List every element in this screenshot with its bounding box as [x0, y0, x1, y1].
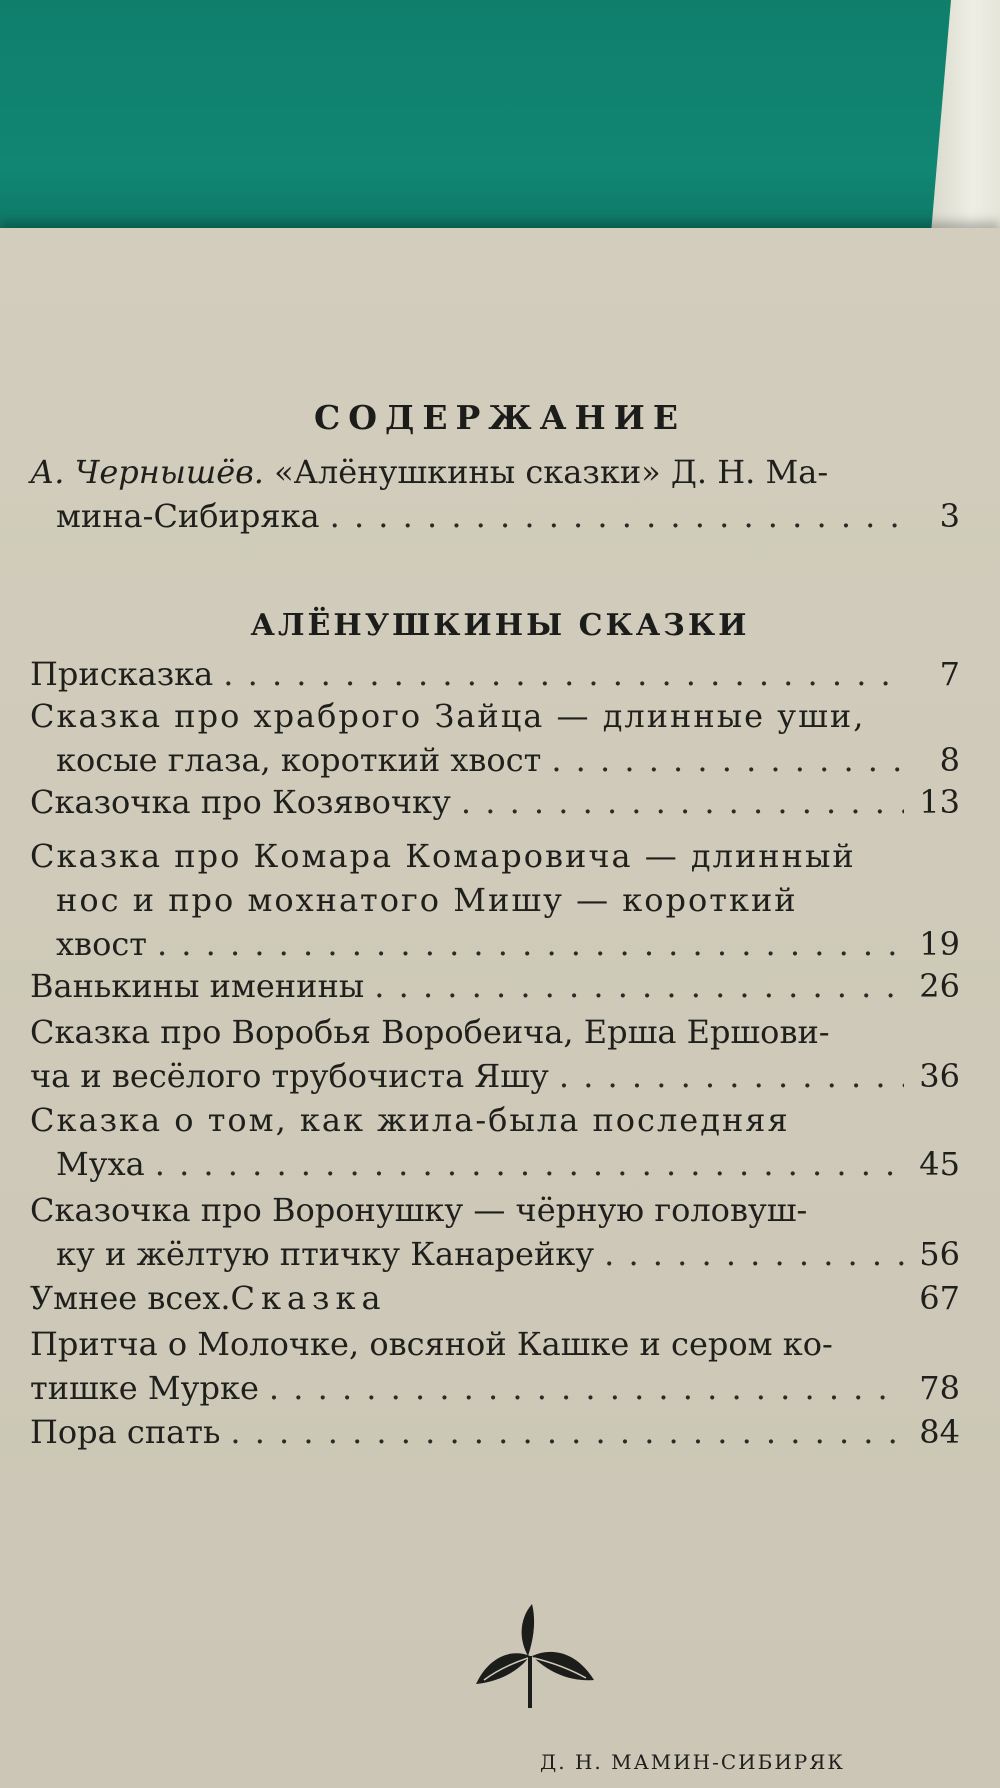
- leader-dots: [551, 738, 904, 782]
- intro-line2: мина-Сибиряка: [56, 497, 320, 535]
- section-title: АЛЁНУШКИНЫ СКАЗКИ: [250, 608, 750, 643]
- intro-line1: «Алёнушкины сказки» Д. Н. Ма-: [274, 453, 829, 491]
- page-number: 7: [939, 655, 960, 693]
- entry-title: Сказка о том, как жила-была последняя: [30, 1101, 790, 1139]
- leader-dots: [604, 1232, 904, 1276]
- leader-dots: [330, 494, 904, 538]
- entry-subtitle: Сказка: [230, 1279, 387, 1317]
- intro-author: А. Чернышёв.: [30, 453, 264, 491]
- page-number: 8: [939, 741, 960, 779]
- leader-dots: [461, 780, 904, 824]
- page-number: 3: [939, 497, 960, 535]
- leaf-emblem-icon: [470, 1598, 600, 1718]
- toc-entry: [30, 1410, 960, 1454]
- entry-title: Сказочка про Козявочку: [30, 783, 451, 821]
- toc-entry: [30, 1322, 960, 1410]
- page-number: 45: [919, 1145, 960, 1183]
- book-cover: [0, 0, 1000, 245]
- entry-title: Сказка про храброго Зайца — длинные уши,: [30, 697, 866, 735]
- entry-title-cont: Муха: [56, 1145, 145, 1183]
- entry-title-cont: косые глаза, короткий хвост: [56, 741, 542, 779]
- page-title: СОДЕРЖАНИЕ: [313, 398, 686, 437]
- toc-entry: [30, 834, 960, 966]
- book-author-footer: Д. Н. МАМИН-СИБИРЯК: [540, 1750, 845, 1774]
- entry-title: Сказка про Воробья Воробеича, Ерша Ершови-: [30, 1013, 830, 1051]
- toc-entry: [30, 1010, 960, 1098]
- page-number: 26: [919, 967, 960, 1005]
- leader-dots: [155, 1142, 904, 1186]
- contents-page: [0, 228, 1000, 1788]
- leader-dots: [157, 922, 904, 966]
- entry-title: Пора спать: [30, 1413, 221, 1451]
- entry-title-cont: нос и про мохнатого Мишу — короткий: [56, 881, 798, 919]
- toc-entry: [30, 964, 960, 1008]
- page-number: 67: [919, 1279, 960, 1317]
- toc-entry: [30, 1276, 960, 1320]
- leader-dots: [223, 652, 904, 696]
- entry-title-cont: хвост: [56, 925, 147, 963]
- entry-title-cont: тишке Мурке: [30, 1369, 259, 1407]
- toc-entry: [30, 652, 960, 696]
- page-number: 36: [919, 1057, 960, 1095]
- entry-title: Сказочка про Воронушку — чёрную головуш-: [30, 1191, 808, 1229]
- page-number: 19: [919, 925, 960, 963]
- entry-title: Умнее всех.: [30, 1279, 231, 1317]
- leader-dots: [230, 1410, 904, 1454]
- leader-dots: [559, 1054, 904, 1098]
- leader-dots: [374, 964, 904, 1008]
- entry-title: Присказка: [30, 655, 214, 693]
- toc-entry: [30, 780, 960, 824]
- toc-entry: [30, 1188, 960, 1276]
- toc-entry: [30, 694, 960, 782]
- entry-title: Ванькины именины: [30, 967, 365, 1005]
- entry-title: Притча о Молочке, овсяной Кашке и сером ко-: [30, 1325, 833, 1363]
- leader-dots: [269, 1366, 904, 1410]
- toc-entry: [30, 1098, 960, 1186]
- toc-entry-intro: [30, 450, 960, 538]
- page-number: 56: [919, 1235, 960, 1273]
- entry-title-cont: ча и весёлого трубочиста Яшу: [30, 1057, 549, 1095]
- page-number: 78: [919, 1369, 960, 1407]
- page-number: 84: [919, 1413, 960, 1451]
- entry-title-cont: ку и жёлтую птичку Канарейку: [56, 1235, 595, 1273]
- entry-title: Сказка про Комара Комаровича — длинный: [30, 837, 856, 875]
- page-number: 13: [919, 783, 960, 821]
